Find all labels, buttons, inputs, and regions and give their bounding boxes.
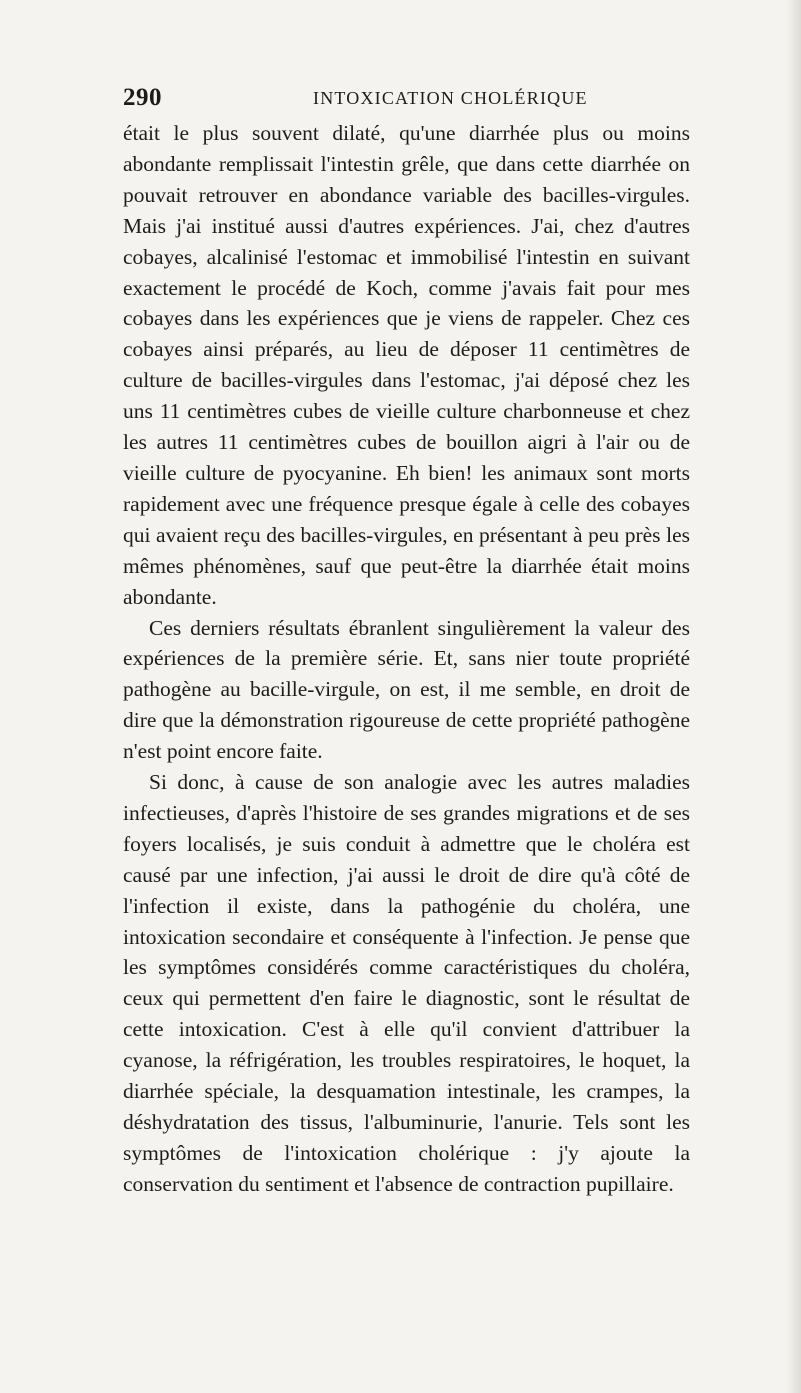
paragraph: Ces derniers résultats ébranlent singulièrement la valeur des expériences de la première série. Et, sans nier toute propriété pathogène au bacille-virgule, on est, il me semble, en droit de dire que la démonstration rigoureuse de cette propriété pathogène n'est point encore faite. [123,615,690,764]
page-header [123,84,688,120]
running-title: INTOXICATION CHOLÉRIQUE [313,88,588,108]
paragraph-continuation: était le plus souvent dilaté, qu'une diarrhée plus ou moins abondante remplissait l'intestin grêle, que dans cette diarrhée on pouvait retrouver en abondance variable des bacilles-virgules. Mais j'ai institué aussi d'autres expériences. J'ai, chez d'autres cobayes, alcalinisé l'estomac et immobilisé l'intestin en suivant exactement le procédé de Koch, comme j'avais fait pour mes cobayes dans les expériences que je viens de rappeler. Chez ces cobayes ainsi préparés, au lieu de déposer 11 centimètres de culture de bacilles-virgules dans l'estomac, j'ai déposé chez les uns 11 centimètres cubes de vieille culture charbonneuse et chez les autres 11 centimètres cubes de bouillon aigri à l'air ou de vieille culture de pyocyanine. Eh bien! les animaux sont morts rapidement avec une fréquence presque égale à celle des cobayes qui avaient reçu des bacilles-virgules, en présentant à peu près les mêmes phénomènes, sauf que peut-être la diarrhée était moins abondante. [123,121,690,609]
page-edge-shadow [787,0,801,1393]
body-text [123,118,690,1200]
paragraph: Si donc, à cause de son analogie avec les autres maladies infectieuses, d'après l'histoire de ses grandes migrations et de ses foyers localisés, je suis conduit à admettre que le choléra est causé par une infection, j'ai aussi le droit de dire qu'à côté de l'infection il existe, dans la pathogénie du choléra, une intoxication secondaire et conséquente à l'infection. Je pense que les symptômes considérés comme caractéristiques du choléra, ceux qui permettent d'en faire le diagnostic, sont le résultat de cette intoxication. C'est à elle qu'il convient d'attribuer la cyanose, la réfrigération, les troubles respiratoires, le hoquet, la diarrhée spéciale, la desquamation intestinale, les crampes, la déshydratation des tissus, l'albuminurie, l'anurie. Tels sont les symptômes de l'intoxication cholérique : j'y ajoute la conservation du sentiment et l'absence de contraction pupillaire. [123,770,690,1196]
page-number: 290 [123,84,162,111]
